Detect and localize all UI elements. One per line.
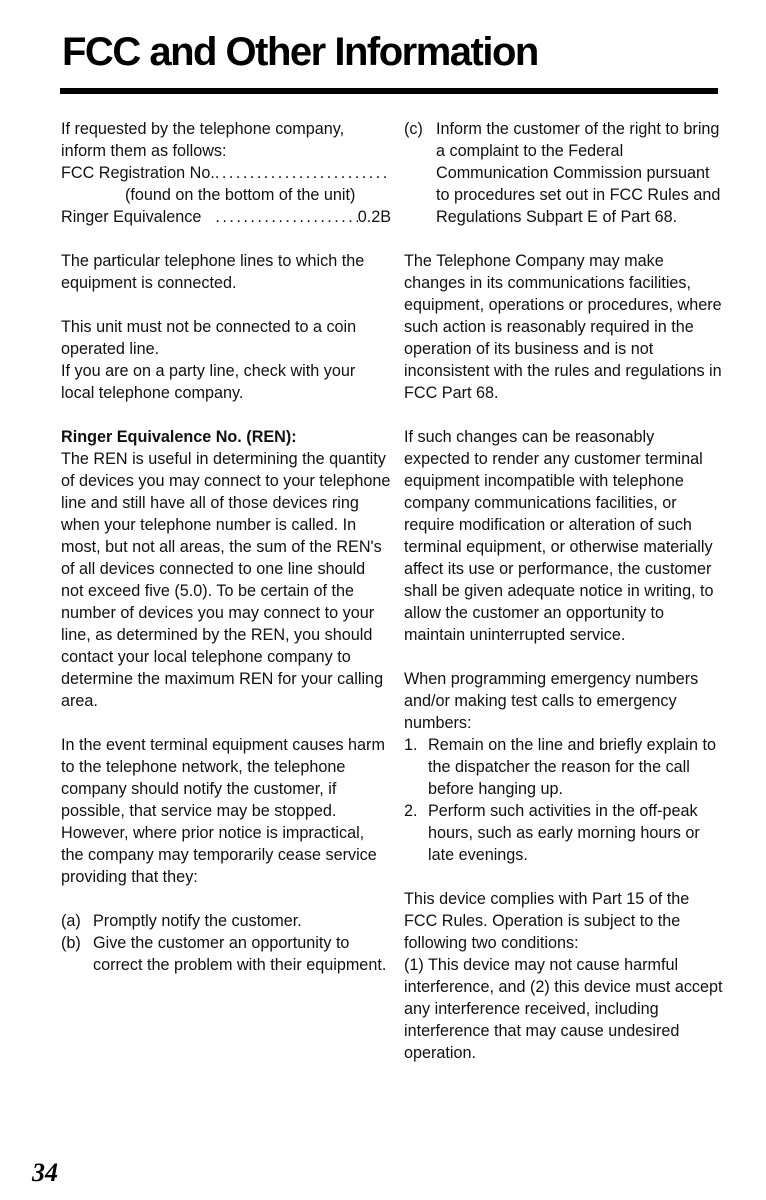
list-item-label: (b) [61, 934, 81, 952]
title-divider [60, 88, 718, 94]
ringer-equivalence-value: 0.2B [357, 208, 391, 226]
changes-paragraph: The Telephone Company may make changes in its communications facilities, equipment, operations or procedures, where such action is reasonably required in the operation of its business and is not inconsistent with the rules and regulations in FCC Part 68. [404, 252, 722, 402]
fcc-registration-row [61, 162, 391, 184]
conditions-paragraph: (1) This device may not cause harmful interference, and (2) this device must accept any interference received, including interference that may cause undesired operation. [404, 956, 723, 1062]
list-item-label: 1. [404, 736, 418, 754]
page-number: 34 [32, 1158, 58, 1187]
left-column [61, 118, 391, 976]
intro-text: If requested by the telephone company, inform them as follows: [61, 120, 345, 160]
ren-paragraph: The REN is useful in determining the quantity of devices you may connect to your telephone line and still have all of those devices ring when your telephone number is called. In most, but not all areas, the sum of the REN's of all devices connected to one line should not exceed five (5.0). To be certain of the number of devices you may connect to your line, as determined by the REN, you should contact your local telephone company to determine the maximum REN for your calling area. [61, 450, 391, 710]
fcc-registration-label: FCC Registration No. [61, 164, 215, 182]
dot-leader [215, 162, 391, 184]
prior-notice-paragraph: However, where prior notice is impractical, the company may temporarily cease service providing that they: [61, 824, 377, 886]
list-item-text: Promptly notify the customer. [93, 912, 302, 930]
party-line-paragraph: If you are on a party line, check with your local telephone company. [61, 362, 356, 402]
dot-leader [215, 206, 357, 228]
list-item [61, 932, 391, 976]
right-column [404, 118, 724, 1064]
list-item [61, 910, 391, 932]
telephone-lines-paragraph: The particular telephone lines to which the equipment is connected. [61, 252, 365, 292]
list-item-text: Remain on the line and briefly explain to the dispatcher the reason for the call before hanging up. [428, 736, 716, 798]
ringer-equivalence-row [61, 206, 391, 228]
ringer-equivalence-label: Ringer Equivalence [61, 208, 202, 226]
list-item [404, 734, 724, 800]
harm-paragraph: In the event terminal equipment causes harm to the telephone network, the telephone company should notify the customer, if possible, that service may be stopped. [61, 736, 385, 820]
part15-paragraph: This device complies with Part 15 of the FCC Rules. Operation is subject to the following two conditions: [404, 890, 690, 952]
fcc-registration-note: (found on the bottom of the unit) [125, 186, 356, 204]
list-item-text: Give the customer an opportunity to correct the problem with their equipment. [93, 934, 387, 974]
list-item-label: (a) [61, 912, 81, 930]
page-title: FCC and Other Information [62, 30, 538, 74]
emergency-intro: When programming emergency numbers and/or making test calls to emergency numbers: [404, 670, 699, 732]
list-item-label: (c) [404, 120, 423, 138]
list-item-label: 2. [404, 802, 418, 820]
ren-heading: Ringer Equivalence No. (REN): [61, 428, 297, 446]
list-item [404, 118, 724, 228]
list-item [404, 800, 724, 866]
incompatibility-paragraph: If such changes can be reasonably expected to render any customer terminal equipment incompatible with telephone company communications facilities, or require modification or alteration of such terminal equipment, or otherwise materially affect its use or performance, the customer shall be given adequate notice in writing, to allow the customer an opportunity to maintain uninterrupted service. [404, 428, 714, 644]
list-item-text: Inform the customer of the right to bring a complaint to the Federal Communication Commission pursuant to procedures set out in FCC Rules and Regulations Subpart E of Part 68. [436, 120, 721, 226]
list-item-text: Perform such activities in the off-peak hours, such as early morning hours or late evenings. [428, 802, 700, 864]
coin-line-paragraph: This unit must not be connected to a coin operated line. [61, 318, 357, 358]
